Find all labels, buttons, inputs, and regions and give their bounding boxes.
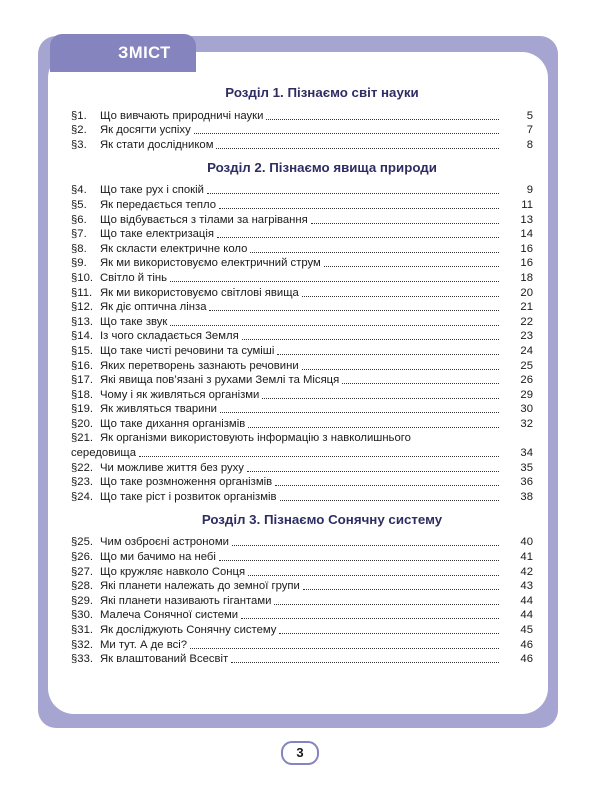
entry-number: §13.: [71, 315, 93, 328]
entry-page: 36: [520, 476, 533, 489]
dot-leader: [302, 295, 499, 297]
entry-page: 46: [520, 653, 533, 666]
dot-leader: [207, 192, 499, 194]
entry-number: §28.: [71, 580, 93, 593]
entry-title: Що таке розмноження організмів: [100, 476, 273, 489]
entry-title: Що таке рух і спокій: [100, 184, 204, 197]
entry-page: 26: [520, 374, 533, 387]
entry-number: §2.: [71, 124, 87, 137]
entry-number: §33.: [71, 653, 93, 666]
entry-page: 29: [520, 388, 533, 401]
dot-leader: [248, 574, 499, 576]
table-of-contents: [71, 84, 533, 666]
toc-entry[interactable]: [71, 402, 533, 417]
dot-leader: [247, 470, 499, 472]
entry-title: Як влаштований Всесвіт: [100, 653, 229, 666]
entry-page: 24: [520, 344, 533, 357]
entry-number: §19.: [71, 403, 93, 416]
section-title: Розділ 3. Пізнаємо Сонячну систему: [201, 511, 443, 527]
entry-title: Що таке чисті речовини та суміші: [100, 344, 275, 357]
entry-page: 32: [520, 417, 533, 430]
entry-number: §17.: [71, 374, 93, 387]
dot-leader: [342, 382, 499, 384]
entry-title: Що таке ріст і розвиток організмів: [100, 490, 277, 503]
entry-page: 8: [526, 138, 533, 151]
toc-entry[interactable]: [71, 564, 533, 579]
toc-entry[interactable]: [71, 608, 533, 623]
entry-title: Що таке дихання організмів: [100, 417, 246, 430]
toc-entry[interactable]: [71, 489, 533, 504]
dot-leader: [232, 544, 499, 546]
entry-page: 5: [526, 109, 533, 122]
entry-number: §21.: [71, 431, 93, 444]
entry-page: 40: [520, 536, 533, 549]
dot-leader: [277, 353, 499, 355]
toc-entry[interactable]: [71, 137, 533, 152]
toc-entry[interactable]: [71, 123, 533, 138]
toc-entry[interactable]: [71, 652, 533, 667]
entry-title: Що вивчають природничі науки: [100, 109, 264, 122]
entry-page: 14: [520, 228, 533, 241]
toc-entry[interactable]: [71, 197, 533, 212]
section-title: Розділ 1. Пізнаємо світ науки: [225, 85, 419, 100]
dot-leader: [241, 617, 499, 619]
toc-entry[interactable]: [71, 183, 533, 198]
dot-leader: [280, 499, 499, 501]
entry-page: 35: [520, 461, 533, 474]
entry-page: 30: [520, 403, 533, 416]
entry-number: §6.: [71, 213, 87, 226]
entry-number: §15.: [71, 344, 93, 357]
entry-page: 42: [520, 565, 533, 578]
entry-title: Що таке звук: [100, 315, 168, 328]
entry-title: Як досліджують Сонячну систему: [100, 624, 277, 636]
page-title: ЗМІСТ: [50, 34, 196, 72]
entry-title: Які планети називають гігантами: [100, 594, 272, 607]
entry-page: 34: [520, 447, 533, 460]
dot-leader: [275, 484, 499, 486]
dot-leader: [266, 118, 499, 120]
dot-leader: [139, 455, 499, 457]
entry-title: Як діє оптична лінза: [100, 301, 207, 314]
toc-entry[interactable]: [71, 329, 533, 344]
entry-page: 38: [520, 490, 533, 503]
entry-number: §18.: [71, 388, 93, 401]
toc-entry[interactable]: [71, 314, 533, 329]
entry-title: Як стати дослідником: [100, 138, 214, 151]
toc-entry[interactable]: [71, 593, 533, 608]
toc-entry[interactable]: [71, 622, 533, 637]
toc-entry[interactable]: [71, 475, 533, 490]
entry-page: 11: [521, 198, 533, 211]
dot-leader: [170, 324, 499, 326]
entry-page: 22: [520, 315, 533, 328]
page-number-badge: 3: [281, 741, 319, 765]
entry-number: §10.: [71, 271, 93, 284]
entry-title: Чи можливе життя без руху: [100, 461, 244, 474]
dot-leader: [311, 222, 499, 224]
entry-title: Що відбувається з тілами за нагрівання: [100, 213, 308, 226]
entry-title: Що таке електризація: [100, 228, 215, 241]
toc-entry[interactable]: [71, 579, 533, 594]
entry-page: 18: [520, 271, 533, 284]
entry-page: 21: [520, 301, 533, 314]
entry-title: Світло й тінь: [100, 271, 167, 284]
entry-page: 20: [520, 286, 533, 299]
entry-title: Як скласти електричне коло: [100, 242, 248, 255]
entry-number: §16.: [71, 359, 93, 372]
entry-title: Чому і як живляться організми: [100, 388, 260, 401]
dot-leader: [170, 280, 499, 282]
toc-entry[interactable]: [71, 227, 533, 242]
entry-number: §12.: [71, 301, 93, 314]
entry-page: 43: [520, 580, 533, 593]
dot-leader: [220, 411, 499, 413]
dot-leader: [242, 338, 499, 340]
entry-number: §11.: [71, 286, 93, 299]
entry-title: Які планети належать до земної групи: [100, 580, 300, 593]
entry-page: 16: [520, 242, 533, 255]
entry-title-continued: середовища: [71, 447, 137, 460]
toc-entry[interactable]: [71, 300, 533, 315]
dot-leader: [302, 368, 499, 370]
toc-entry[interactable]: [71, 460, 533, 475]
entry-number: §14.: [71, 330, 93, 343]
entry-page: 16: [520, 257, 533, 270]
toc-entry[interactable]: [71, 358, 533, 373]
entry-page: 9: [526, 184, 533, 197]
entry-title: Які явища пов’язані з рухами Землі та Місяця: [100, 374, 340, 387]
entry-page: 7: [526, 124, 533, 137]
entry-number: §32.: [71, 638, 93, 651]
entry-title: Що кружляє навколо Сонця: [100, 565, 246, 578]
entry-title: Із чого складається Земля: [100, 330, 239, 343]
dot-leader: [209, 309, 499, 311]
entry-page: 41: [520, 551, 533, 564]
entry-number: §7.: [71, 228, 87, 241]
dot-leader: [194, 132, 499, 134]
entry-title: Що ми бачимо на небі: [100, 551, 216, 564]
entry-number: §3.: [71, 138, 87, 151]
dot-leader: [279, 632, 499, 634]
entry-page: 46: [520, 638, 533, 651]
dot-leader: [190, 647, 499, 649]
entry-title: Як досягти успіху: [100, 124, 191, 137]
entry-number: §31.: [71, 624, 93, 636]
entry-number: §29.: [71, 594, 93, 607]
entry-number: §4.: [71, 184, 87, 197]
entry-title: Як ми використовуємо світлові явища: [100, 286, 299, 299]
entry-page: 44: [520, 594, 533, 607]
entry-title: Як передається тепло: [100, 198, 217, 211]
entry-title: Малеча Сонячної системи: [100, 609, 239, 622]
entry-page: 13: [520, 213, 533, 226]
dot-leader: [219, 207, 499, 209]
dot-leader: [216, 147, 499, 149]
entry-number: §23.: [71, 476, 93, 489]
toc-entry[interactable]: [71, 387, 533, 402]
entry-number: §1.: [71, 109, 87, 122]
entry-number: §5.: [71, 198, 87, 211]
dot-leader: [262, 397, 499, 399]
toc-entry[interactable]: [71, 108, 533, 123]
dot-leader: [217, 236, 499, 238]
toc-entry[interactable]: [71, 549, 533, 564]
entry-page: 25: [520, 359, 533, 372]
entry-page: 45: [520, 624, 533, 636]
section-title: Розділ 2. Пізнаємо явища природи: [207, 159, 437, 175]
dot-leader: [324, 265, 499, 267]
toc-entry[interactable]: [71, 637, 533, 652]
entry-number: §27.: [71, 565, 93, 578]
entry-number: §24.: [71, 490, 93, 503]
toc-entry[interactable]: [71, 256, 533, 271]
entry-title: Ми тут. А де всі?: [100, 638, 188, 651]
entry-title: Як організми використовують інформацію з навколишнього: [100, 431, 411, 444]
entry-number: §26.: [71, 551, 93, 564]
dot-leader: [274, 603, 499, 605]
toc-entry[interactable]: [71, 535, 533, 550]
dot-leader: [219, 559, 499, 561]
toc-entry[interactable]: [71, 270, 533, 285]
toc-entry[interactable]: [71, 431, 533, 460]
entry-number: §22.: [71, 461, 93, 474]
entry-number: §20.: [71, 417, 93, 430]
toc-entry[interactable]: [71, 212, 533, 227]
entry-number: §30.: [71, 609, 93, 622]
entry-page: 44: [520, 609, 533, 622]
entry-number: §8.: [71, 242, 87, 255]
entry-page: 23: [520, 330, 533, 343]
dot-leader: [303, 588, 499, 590]
toc-entry[interactable]: [71, 241, 533, 256]
dot-leader: [248, 426, 499, 428]
entry-title: Чим озброєні астрономи: [100, 536, 229, 549]
toc-entry[interactable]: [71, 343, 533, 358]
toc-entry[interactable]: [71, 373, 533, 388]
entry-number: §9.: [71, 257, 87, 270]
entry-title: Яких перетворень зазнають речовини: [100, 359, 299, 372]
entry-number: §25.: [71, 536, 93, 549]
toc-entry[interactable]: [71, 416, 533, 431]
entry-title: Як ми використовуємо електричний струм: [100, 257, 321, 270]
dot-leader: [231, 661, 499, 663]
dot-leader: [250, 251, 499, 253]
entry-title: Як живляться тварини: [100, 403, 217, 416]
toc-entry[interactable]: [71, 285, 533, 300]
